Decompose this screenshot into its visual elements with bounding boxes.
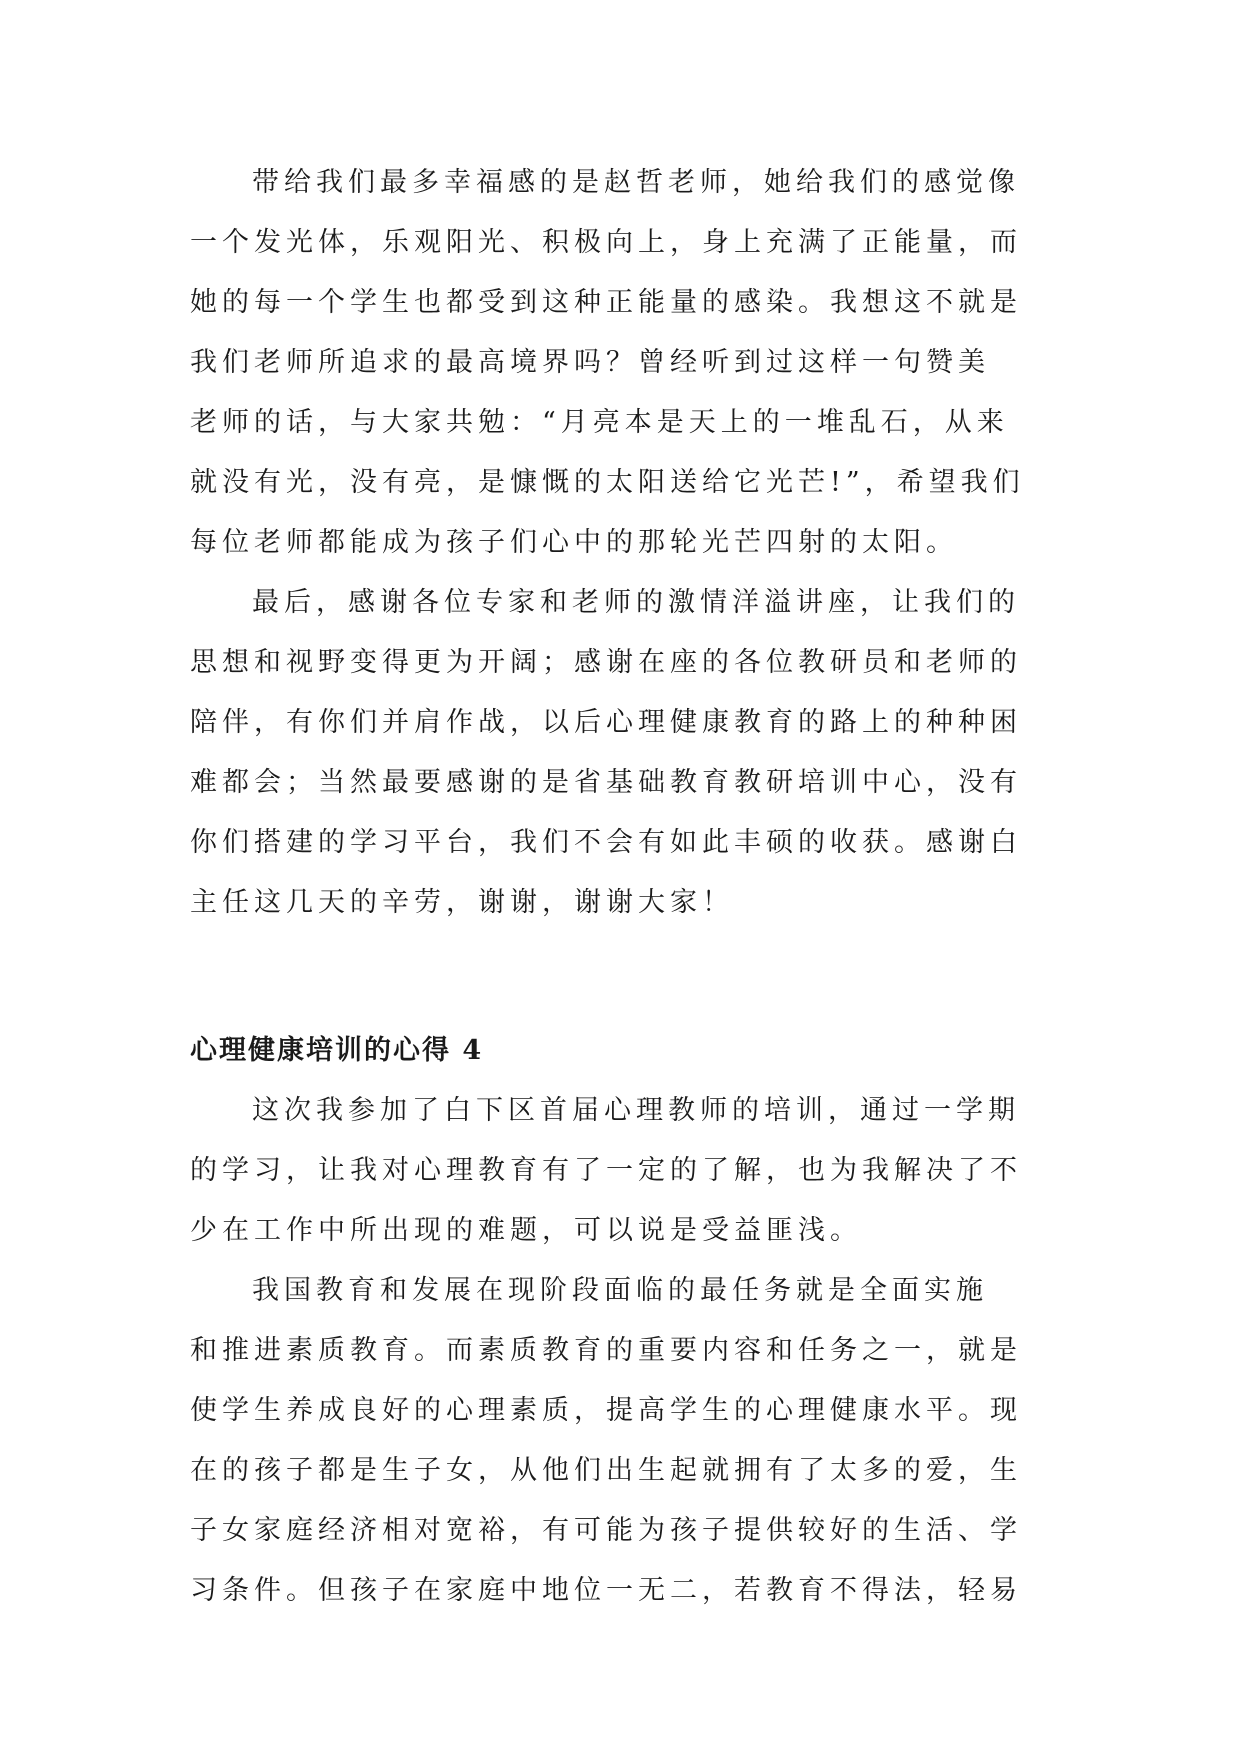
document-body bbox=[190, 153, 1050, 1621]
text-line: 陪伴，有你们并肩作战，以后心理健康教育的路上的种种困 bbox=[190, 707, 1022, 738]
text-line: 老师的话，与大家共勉：“月亮本是天上的一堆乱石，从来 bbox=[190, 407, 1009, 438]
paragraph-training-intro bbox=[190, 1081, 1050, 1261]
text-line: 就没有光，没有亮，是慷慨的太阳送给它光芒!”，希望我们 bbox=[190, 467, 1025, 498]
text-line: 在的孩子都是生子女，从他们出生起就拥有了太多的爱，生 bbox=[190, 1455, 1022, 1486]
text-line: 使学生养成良好的心理素质，提高学生的心理健康水平。现 bbox=[190, 1395, 1022, 1426]
text-line: 我国教育和发展在现阶段面临的最任务就是全面实施 bbox=[252, 1275, 988, 1306]
section-spacer bbox=[190, 933, 1050, 1021]
paragraph-zhao-zhe bbox=[190, 153, 1050, 573]
text-line: 我们老师所追求的最高境界吗？曾经听到过这样一句赞美 bbox=[190, 347, 990, 378]
text-line: 你们搭建的学习平台，我们不会有如此丰硕的收获。感谢白 bbox=[190, 827, 1022, 858]
text-line: 带给我们最多幸福感的是赵哲老师，她给我们的感觉像 bbox=[252, 167, 1020, 198]
text-line: 她的每一个学生也都受到这种正能量的感染。我想这不就是 bbox=[190, 287, 1022, 318]
paragraph-quality-education bbox=[190, 1261, 1050, 1621]
paragraph-thanks bbox=[190, 573, 1050, 933]
text-line: 每位老师都能成为孩子们心中的那轮光芒四射的太阳。 bbox=[190, 527, 958, 558]
text-line: 难都会；当然最要感谢的是省基础教育教研培训中心，没有 bbox=[190, 767, 1022, 798]
section-heading: 心理健康培训的心得 4 bbox=[190, 1035, 484, 1066]
text-line: 少在工作中所出现的难题，可以说是受益匪浅。 bbox=[190, 1215, 862, 1246]
text-line: 习条件。但孩子在家庭中地位一无二，若教育不得法，轻易 bbox=[190, 1575, 1022, 1606]
text-line: 子女家庭经济相对宽裕，有可能为孩子提供较好的生活、学 bbox=[190, 1515, 1022, 1546]
text-line: 和推进素质教育。而素质教育的重要内容和任务之一，就是 bbox=[190, 1335, 1022, 1366]
text-line: 主任这几天的辛劳，谢谢，谢谢大家！ bbox=[190, 887, 734, 918]
text-line: 的学习，让我对心理教育有了一定的了解，也为我解决了不 bbox=[190, 1155, 1022, 1186]
text-line: 思想和视野变得更为开阔；感谢在座的各位教研员和老师的 bbox=[190, 647, 1022, 678]
text-line: 这次我参加了白下区首届心理教师的培训，通过一学期 bbox=[252, 1095, 1020, 1126]
text-line: 一个发光体，乐观阳光、积极向上，身上充满了正能量，而 bbox=[190, 227, 1022, 258]
text-line: 最后，感谢各位专家和老师的激情洋溢讲座，让我们的 bbox=[252, 587, 1020, 618]
